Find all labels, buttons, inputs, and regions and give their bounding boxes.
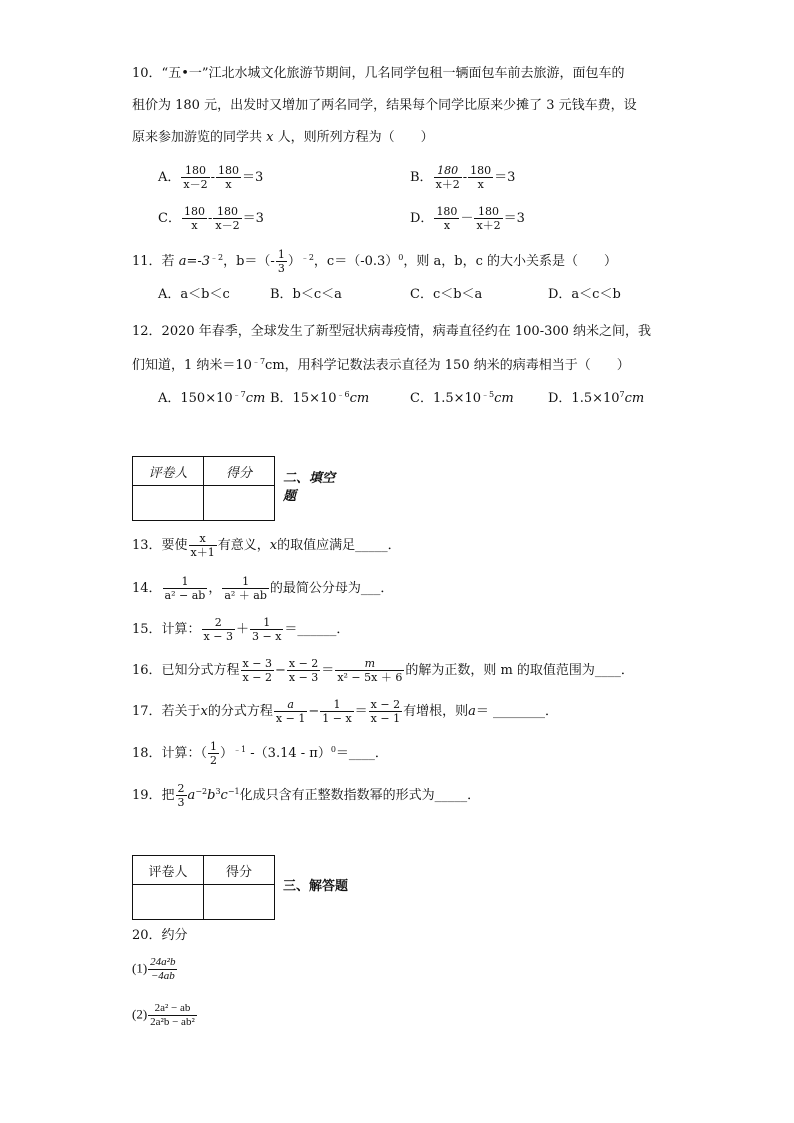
- q10-option-c: C． $\frac{180}{x}$ - $\frac{180}{x-2}$ ＝3: [158, 205, 264, 232]
- score-cell[interactable]: [204, 885, 275, 920]
- q12-option-b: B．$15\times 10^{﹣6}cm$: [270, 390, 370, 406]
- q20-title: 20．约分: [132, 928, 188, 943]
- q14: 14． $\frac{1}{\text{a² − ab}}$ ， $\frac{1}{\text{a² ＋ ab}}$ 的最简公分母为___．: [132, 575, 394, 602]
- q15: 15．计算： $\frac{2}{x - 3}$ ＋ $\frac{1}{3 - x}$ ＝______．: [132, 616, 350, 643]
- section3-heading: 三、解答题: [283, 879, 349, 894]
- q11-option-d: D．a＜c＜b: [548, 287, 621, 302]
- q10-option-b: B． $\frac{180}{x+2}$ - $\frac{180}{x}$ ＝3: [410, 164, 516, 191]
- q12-option-c: C．$1.5\times 10^{﹣5}cm$: [410, 390, 514, 406]
- q11-option-a: A．a＜b＜c: [158, 287, 230, 302]
- score-label: 得分: [204, 457, 275, 486]
- q11-stem: 11．若 $a=-3^{﹣2}$，b＝（- $\frac{1}{3}$ ）$^{﹣2}$，$c=(-0.3)^0$，则 a，b，c 的大小关系是（ ）: [132, 248, 617, 275]
- q19: 19．把 $\frac{2}{3}$ $a^{-2}b^3c^{-1}$化成只含有正整数指数幂的形式为_____．: [132, 782, 481, 809]
- reviewer-cell[interactable]: [133, 885, 204, 920]
- q12-option-a: A．$150\times 10^{﹣7}cm$: [158, 390, 266, 406]
- q20-part1: (1) $\frac{\text{24a²b}}{-4ab}$: [132, 956, 176, 982]
- reviewer-cell[interactable]: [133, 486, 204, 521]
- q17: 17．若关于x的分式方程 $\frac{a}{x - 1}$ − $\frac{1}{1 - x}$ ＝ $\frac{x - 2}{x - 1}$ 有增根，则a＝ ________．: [132, 698, 559, 725]
- q16: 16．已知分式方程 $\frac{x - 3}{x - 2}$ − $\frac{x - 2}{x - 3}$ ＝ $\frac{m}{\text{x² − 5x ＋ 6}}$ 的解为正数，则 m 的取值范围为____．: [132, 657, 634, 684]
- reviewer-label: 评卷人: [133, 856, 204, 885]
- q20-part2: (2) $\frac{\text{2a² − ab}}{\text{2a²b − ab²}}$: [132, 1002, 195, 1028]
- q13: 13．要使 $\frac{x}{x+1}$ 有意义，x的取值应满足_____．: [132, 532, 401, 559]
- q10-option-d: D． $\frac{180}{x}$ － $\frac{180}{x+2}$ ＝3: [410, 205, 525, 232]
- score-box-section3: [132, 855, 275, 920]
- section2-heading: 二、填空 题: [283, 471, 336, 504]
- q18: 18．计算：（ $\frac{1}{2}$ ）$^{﹣1}$ -（3.14 - π）$^0$＝____．: [132, 740, 388, 767]
- score-box-section2: [132, 456, 275, 521]
- q10-line1: 10．“五•一”江北水城文化旅游节期间，几名同学包租一辆面包车前去旅游，面包车的: [132, 66, 625, 81]
- q11-option-c: C．c＜b＜a: [410, 287, 483, 302]
- q10-line2: 租价为 180 元，出发时又增加了两名同学，结果每个同学比原来少摊了 3 元钱车费，设: [132, 98, 637, 113]
- q10-line3: 原来参加游览的同学共 x 人，则所列方程为（ ）: [132, 130, 434, 145]
- reviewer-label: 评卷人: [133, 457, 204, 486]
- score-label: 得分: [204, 856, 275, 885]
- score-cell[interactable]: [204, 486, 275, 521]
- q10-option-a: A． $\frac{180}{x-2}$ - $\frac{180}{x}$ ＝3: [158, 164, 264, 191]
- q11-option-b: B．b＜c＜a: [270, 287, 342, 302]
- q12-line1: 12．2020 年春季，全球发生了新型冠状病毒疫情，病毒直径约在 100-300 纳米之间，我: [132, 324, 652, 339]
- q12-option-d: D．$1.5\times 10^7cm$: [548, 390, 645, 406]
- q12-line2: 们知道，1 纳米$=10^{﹣7}cm$，用科学记数法表示直径为 150 纳米的病毒相当于（ ）: [132, 357, 630, 373]
